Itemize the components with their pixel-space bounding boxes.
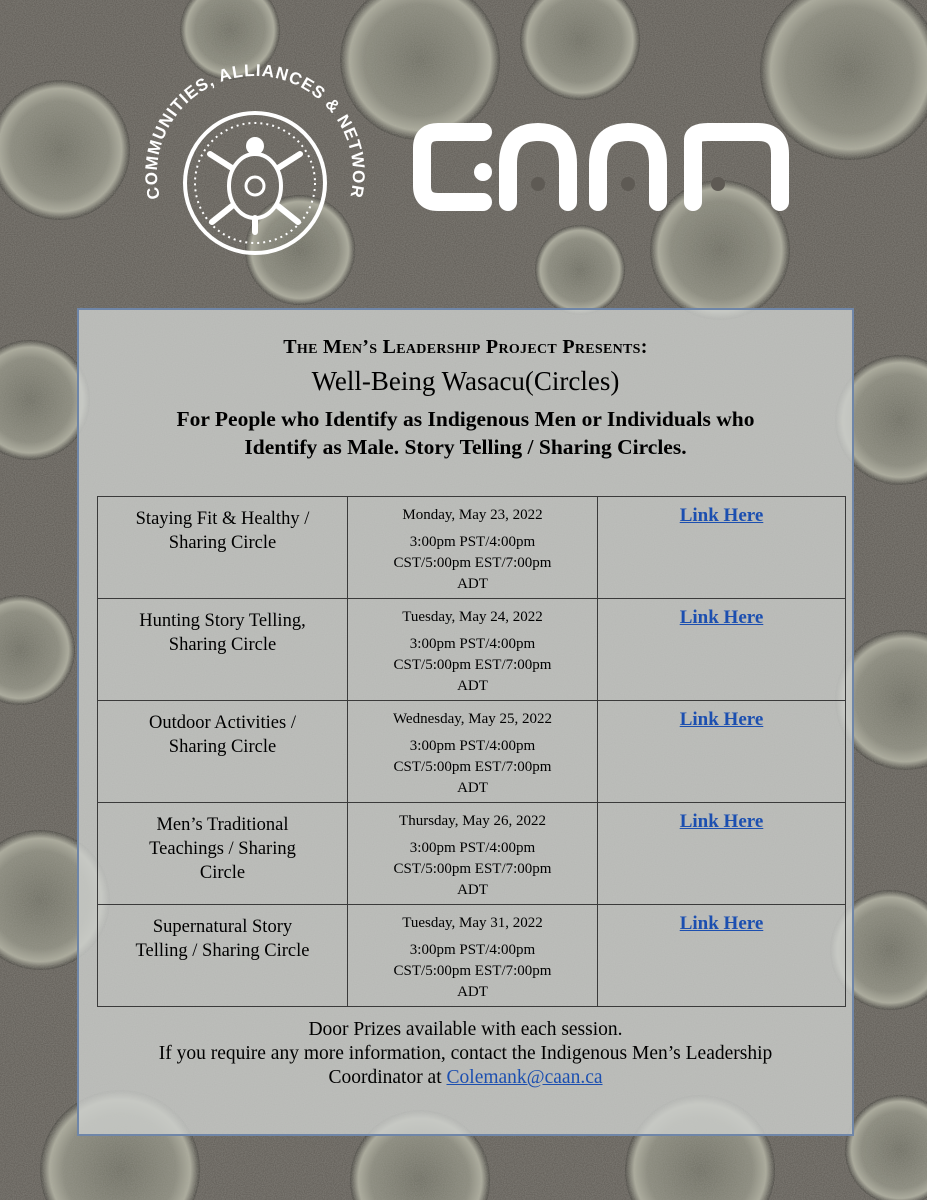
session-link-cell bbox=[598, 905, 846, 1007]
topic-line-2: Telling / Sharing Circle bbox=[135, 941, 310, 961]
topic-line-1: Outdoor Activities / bbox=[149, 713, 296, 733]
event-subtitle bbox=[79, 405, 852, 461]
coordinator-line bbox=[79, 1066, 852, 1090]
time-line-2: CST/5:00pm EST/7:00pm bbox=[393, 555, 552, 571]
session-link[interactable]: Link Here bbox=[679, 607, 764, 628]
event-title: Well-Being Wasacu(Circles) bbox=[311, 366, 620, 396]
session-link-cell bbox=[598, 599, 846, 701]
time-line-2: CST/5:00pm EST/7:00pm bbox=[393, 861, 552, 877]
topic-line-2: Teachings / Sharing bbox=[149, 839, 296, 859]
coordinator-prefix: Coordinator at bbox=[328, 1067, 447, 1088]
time-line-1: 3:00pm PST/4:00pm bbox=[409, 534, 536, 550]
session-topic bbox=[98, 599, 348, 701]
topic-line-2: Sharing Circle bbox=[168, 533, 277, 553]
session-topic bbox=[98, 905, 348, 1007]
topic-line-2: Sharing Circle bbox=[168, 635, 277, 655]
subtitle-line-1: For People who Identify as Indigenous Men or Individuals who bbox=[176, 407, 755, 431]
time-line-2: CST/5:00pm EST/7:00pm bbox=[393, 657, 552, 673]
caan-wordmark bbox=[408, 112, 798, 222]
subtitle-line-2: Identify as Male. Story Telling / Sharing Circles. bbox=[244, 435, 687, 459]
caan-turtle-logo bbox=[140, 58, 370, 288]
session-datetime bbox=[348, 701, 598, 803]
session-link[interactable]: Link Here bbox=[679, 709, 764, 730]
session-topic bbox=[98, 803, 348, 905]
session-time bbox=[348, 634, 597, 697]
time-line-1: 3:00pm PST/4:00pm bbox=[409, 636, 536, 652]
sessions-table bbox=[97, 496, 846, 1007]
session-date: Wednesday, May 25, 2022 bbox=[392, 711, 553, 727]
topic-line-3: Circle bbox=[199, 863, 246, 883]
event-panel bbox=[77, 308, 854, 1136]
session-time bbox=[348, 940, 597, 1003]
topic-line-1: Men’s Traditional bbox=[156, 815, 289, 835]
session-topic bbox=[98, 701, 348, 803]
email-link[interactable]: Colemank@caan.ca bbox=[446, 1067, 603, 1088]
session-date: Tuesday, May 31, 2022 bbox=[402, 915, 543, 931]
time-line-1: 3:00pm PST/4:00pm bbox=[409, 840, 536, 856]
session-link[interactable]: Link Here bbox=[679, 913, 764, 934]
session-row bbox=[98, 803, 846, 905]
session-time bbox=[348, 532, 597, 595]
logo-ring-text: COMMUNITIES, ALLIANCES & NETWOR bbox=[141, 60, 369, 201]
session-datetime bbox=[348, 599, 598, 701]
presenter-heading: The Men’s Leadership Project Presents: bbox=[283, 336, 648, 358]
session-date: Thursday, May 26, 2022 bbox=[399, 813, 546, 829]
svg-text:COMMUNITIES, ALLIANCES & NETWO bbox=[140, 58, 368, 201]
time-line-3: ADT bbox=[457, 780, 488, 796]
session-link-cell bbox=[598, 803, 846, 905]
session-datetime bbox=[348, 497, 598, 599]
session-date: Tuesday, May 24, 2022 bbox=[402, 609, 543, 625]
door-prizes-text: Door Prizes available with each session. bbox=[308, 1019, 623, 1040]
topic-line-1: Staying Fit & Healthy / bbox=[135, 509, 310, 529]
session-datetime bbox=[348, 803, 598, 905]
session-topic bbox=[98, 497, 348, 599]
time-line-3: ADT bbox=[457, 984, 488, 1000]
session-time bbox=[348, 736, 597, 799]
time-line-2: CST/5:00pm EST/7:00pm bbox=[393, 759, 552, 775]
footer-info bbox=[79, 1018, 852, 1090]
time-line-1: 3:00pm PST/4:00pm bbox=[409, 738, 536, 754]
session-date: Monday, May 23, 2022 bbox=[402, 507, 543, 523]
time-line-3: ADT bbox=[457, 576, 488, 592]
session-row bbox=[98, 497, 846, 599]
topic-line-1: Hunting Story Telling, bbox=[139, 611, 306, 631]
time-line-3: ADT bbox=[457, 882, 488, 898]
session-datetime bbox=[348, 905, 598, 1007]
session-link[interactable]: Link Here bbox=[679, 505, 764, 526]
time-line-2: CST/5:00pm EST/7:00pm bbox=[393, 963, 552, 979]
session-link[interactable]: Link Here bbox=[679, 811, 764, 832]
info-text: If you require any more information, contact the Indigenous Men’s Leadership bbox=[158, 1043, 773, 1064]
session-link-cell bbox=[598, 497, 846, 599]
topic-line-2: Sharing Circle bbox=[168, 737, 277, 757]
session-time bbox=[348, 838, 597, 901]
session-row bbox=[98, 701, 846, 803]
session-row bbox=[98, 599, 846, 701]
topic-line-1: Supernatural Story bbox=[152, 917, 293, 937]
time-line-3: ADT bbox=[457, 678, 488, 694]
session-row bbox=[98, 905, 846, 1007]
time-line-1: 3:00pm PST/4:00pm bbox=[409, 942, 536, 958]
session-link-cell bbox=[598, 701, 846, 803]
